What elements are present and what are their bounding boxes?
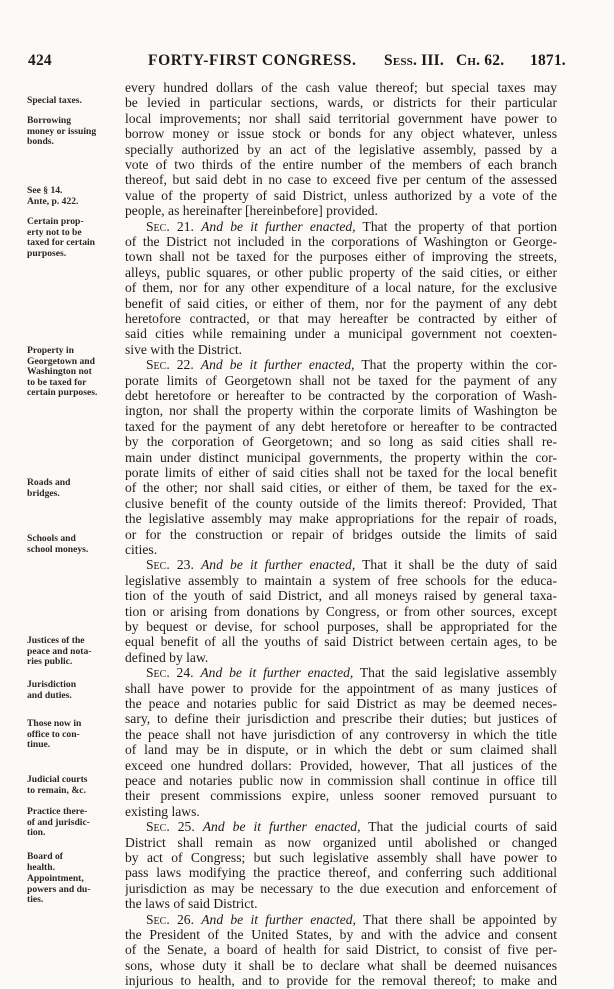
margin-note-practice [27,807,127,839]
line-text: heretofore contracted, or that may hereafter be contracted by either of [125,311,557,326]
text-line [125,511,557,527]
line-text: That it shall be the duty of said [362,557,557,573]
margin-note-line: to be taxed for [27,376,87,388]
margin-note-line: Jurisdiction [27,679,77,690]
text-line [125,527,557,543]
text-line [125,142,557,158]
margin-note-borrowing [27,116,127,148]
page-number: 424 [28,52,52,69]
margin-note-judicial-courts [27,775,127,796]
text-line [125,573,557,589]
section-line [146,912,557,928]
section-line [146,219,557,235]
margin-note-schools [27,534,127,555]
line-text: That the property of that portion [362,218,557,234]
text-line [125,881,557,897]
line-text: That there shall be appointed by [362,911,557,927]
margin-note-line: purposes. [27,247,67,259]
line-text: porate limits of Georgetown shall not be taxed for the payment of any [125,372,557,388]
line-text: the peace shall not have jurisdiction of any controversy in which the title [125,726,557,742]
text-line [125,465,557,481]
text-line [125,203,557,219]
margin-note-line: tion. [27,827,46,838]
line-text: be levied in particular sections, wards, or districts for their particular [125,95,557,111]
text-line [125,480,557,496]
text-line [125,681,557,697]
margin-note-line: school moneys. [27,543,89,555]
margin-note-line: Special taxes. [27,95,82,106]
text-line [125,773,557,789]
text-line [125,850,557,866]
section-line [146,665,557,681]
line-text: value of the property of said District, unless authorized by a vote of the [125,187,557,203]
text-line [125,973,557,989]
text-line [125,604,557,620]
line-text: of them, nor for any other expenditure of a local nature, for the exclusive [125,280,557,296]
section-line [146,557,557,573]
margin-note-line: erty not to be [27,226,82,238]
margin-note-certain-property [27,217,127,259]
line-text: injurious to health, and to provide for the removal thereof; to make and [125,973,557,989]
line-text: said cities while remaining under a municipal government not coexten- [125,326,557,342]
text-line [125,157,557,173]
section-number: Sec. 24. [146,665,194,681]
text-line [125,696,557,712]
text-line [125,788,557,804]
year-label: 1871. [530,52,566,69]
chapter-label: Ch. 62. [456,52,505,69]
text-line [125,95,557,111]
line-text: the peace and notaries public for said District as may be deemed neces- [125,696,557,711]
margin-note-line: money or issuing [27,125,97,137]
margin-note-line: Board of [27,851,63,862]
text-line [125,296,557,312]
text-line [125,588,557,604]
text-line [125,958,557,974]
text-line [125,111,557,127]
line-text: shall have power to provide for the appointment of as many justices of [125,680,557,696]
text-line [125,742,557,758]
text-line [125,896,557,912]
margin-note-line: Washington not [27,366,92,377]
margin-note-jurisdiction [27,680,127,701]
text-line [125,265,557,281]
text-line [125,727,557,743]
margin-note-line: peace and nota- [27,645,92,657]
text-line [125,249,557,265]
line-text: equal benefit of all the youths of said District between certain ages, to be [125,634,557,650]
margin-note-line: of and jurisdic- [27,816,90,828]
text-line [125,634,557,650]
enacting-clause: And be it further enacted, [201,557,356,573]
line-text: jurisdiction as may be necessary to the due execution and enforcement of [125,880,557,896]
margin-note-justices [27,636,127,668]
line-text: the laws of said District. [125,896,258,912]
text-line [125,865,557,881]
running-title: FORTY-FIRST CONGRESS. [148,52,357,69]
line-text: main under distinct municipal governments, the property within the cor- [125,449,557,465]
text-line [125,619,557,635]
text-line [125,450,557,466]
enacting-clause: And be it further enacted, [201,218,356,234]
margin-note-line: powers and du- [27,883,91,895]
line-text: borrow money or issue stock or bonds for any object whatever, unless [125,126,557,142]
line-text: That the judicial courts of said [368,819,557,835]
margin-note-line: Justices of the [27,635,85,646]
margin-note-line: certain purposes. [27,387,98,398]
line-text: sive with the District. [125,341,243,357]
text-line [125,126,557,142]
text-line [125,234,557,250]
margin-note-property-georgetown [27,346,127,399]
text-line [125,80,557,96]
margin-note-those-now [27,719,127,751]
section-number: Sec. 23. [146,557,194,573]
margin-note-line: Certain prop- [27,216,84,227]
margin-note-line: health. [27,861,55,873]
margin-note-line: bridges. [27,487,60,499]
line-text: existing laws. [125,803,200,819]
margin-note-line: Appointment, [27,873,84,884]
line-text: by the corporation of Georgetown; and so long as said cities shall re- [125,434,557,450]
section-number: Sec. 21. [146,218,194,234]
line-text: cities. [125,542,158,557]
text-line [125,388,557,404]
text-line [125,373,557,389]
line-text: clusive benefit of the county outside of the limits thereof: Provided, That [125,495,557,511]
line-text: sons, whose duty it shall be to declare what shall be deemed nuisances [125,957,557,973]
line-text: people, as hereinafter [hereinbefore] provided. [125,203,378,219]
text-line [125,650,557,666]
line-text: the President of the United States, by and with the advice and consent [125,927,557,942]
text-line [125,804,557,820]
margin-note-see-14 [27,186,127,207]
margin-note-line: Ante, p. 422. [27,195,79,207]
text-line [125,496,557,512]
margin-note-line: Property in [27,345,74,356]
text-line [125,758,557,774]
session-label: Sess. III. [384,52,444,69]
text-line [125,835,557,851]
margin-note-board-health [27,852,127,873]
margin-note-line: Those now in [27,718,82,729]
line-text: defined by law. [125,649,209,665]
line-text: porate limits of either of said cities shall not be taxed for the local benefit [125,465,557,480]
line-text: vote of two thirds of the entire number of the members of each branch [125,157,557,172]
line-text: thereof, but said debt in no case to exceed five per centum of the assessed [125,172,557,188]
line-text: local improvements; nor shall said territorial government have power to [125,110,557,126]
text-line [125,188,557,204]
line-text: of the other; nor shall said cities, or either of them, be taxed for the ex- [125,480,557,496]
line-text: every hundred dollars of the cash value thereof; but special taxes may [125,80,557,95]
line-text: That the said legislative assembly [359,665,557,681]
margin-note-special-taxes [27,96,127,107]
margin-note-appointment [27,874,127,906]
line-text: taxed for the payment of any debt heretofore or hereafter to be contracted [125,418,557,434]
line-text: debt heretofore or hereafter to be contracted by the corporation of Wash- [125,388,557,403]
line-text: by bequest or devise, for school purposes, shall be appropriated for the [125,619,557,634]
line-text: of land may be in dispute, or in which the debt or sum claimed shall [125,742,557,758]
text-line [125,172,557,188]
section-line [146,819,557,835]
margin-note-line: ries public. [27,656,73,667]
text-line [125,326,557,342]
margin-note-line: office to con- [27,728,80,740]
margin-note-line: bonds. [27,136,54,147]
enacting-clause: And be it further enacted, [202,819,361,835]
text-line [125,434,557,450]
margin-note-line: Judicial courts [27,774,88,785]
line-text: benefit of said cities, or either of them, nor for the payment of any debt [125,295,557,311]
line-text: tion of the youth of said District, and all moneys raised by general taxa- [125,588,557,604]
text-line [125,542,557,558]
line-text: peace and notaries public now in commission shall continue in office till [125,773,557,788]
margin-note-line: ties. [27,894,44,905]
section-number: Sec. 22. [146,357,194,373]
margin-note-line: See § 14. [27,185,63,196]
margin-note-line: tinue. [27,739,51,750]
line-text: tion or arising from donations by Congress, or from other sources, except [125,603,557,619]
section-number: Sec. 25. [146,819,195,835]
line-text: ington, nor shall the property within the corporate limits of Washington be [125,403,557,419]
section-number: Sec. 26. [146,911,194,927]
line-text: of the Senate, a board of health for said District, to consist of five per- [125,942,557,958]
enacting-clause: And be it further enacted, [200,665,354,681]
margin-note-roads-bridges [27,478,127,499]
line-text: their present commissions expire, unless sooner removed pursuant to [125,788,557,804]
enacting-clause: And be it further enacted, [200,357,355,373]
line-text: or for the construction or repair of bridges outside the limits of said [125,526,557,542]
line-text: alleys, public squares, or other public property of the said cities, or either [125,264,557,280]
text-line [125,403,557,419]
line-text: of the District not included in the corporations of Washington or George- [125,234,557,249]
section-line [146,357,557,373]
enacting-clause: And be it further enacted, [201,911,356,927]
margin-note-line: Roads and [27,477,71,488]
text-line [125,311,557,327]
line-text: pass laws modifying the practice thereof, and conferring such additional [125,865,557,881]
margin-note-line: taxed for certain [27,237,96,248]
margin-note-line: Borrowing [27,115,72,126]
margin-note-line: and duties. [27,689,72,701]
text-line [125,280,557,296]
line-text: legislative assembly to maintain a system of free schools for the educa- [125,572,557,588]
margin-note-line: Georgetown and [27,355,95,367]
page-header [28,52,588,72]
margin-note-line: Practice there- [27,806,88,817]
text-line [125,927,557,943]
line-text: by act of Congress; but such legislative assembly shall have power to [125,850,557,865]
margin-note-line: Schools and [27,533,76,544]
line-text: sary, to define their jurisdiction and prescribe their duties; but justices of [125,711,557,727]
line-text: specially authorized by an act of the legislative assembly, passed by a [125,141,557,157]
text-line [125,419,557,435]
line-text: exceed one hundred dollars: Provided, however, That all justices of the [125,757,557,773]
line-text: town shall not be taxed for the purposes either of improving the streets, [125,249,557,265]
line-text: the legislative assembly may make appropriations for the repair of roads, [125,511,557,527]
text-line [125,942,557,958]
margin-note-line: to remain, &c. [27,784,86,796]
line-text: District shall remain as now organized until abolished or changed [125,834,557,850]
line-text: That the property within the cor- [361,357,557,373]
text-line [125,711,557,727]
text-line [125,342,557,358]
